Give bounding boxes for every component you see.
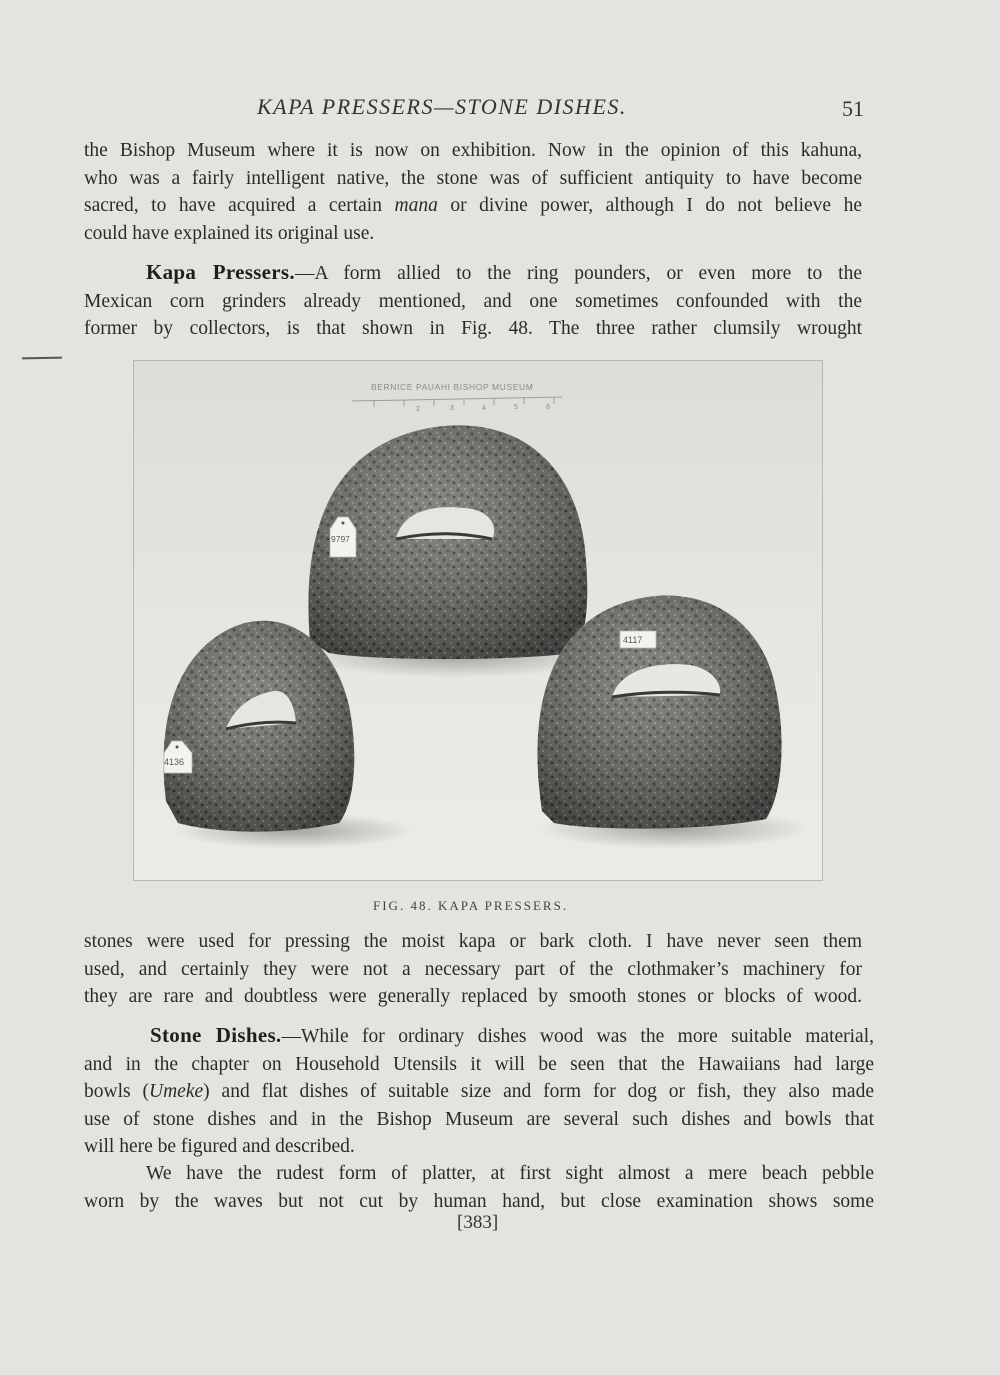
ruler-tick: 2 bbox=[416, 406, 420, 413]
text-line: use of stone dishes and in the Bishop Museum are several such dishes and bowls that bbox=[84, 1108, 874, 1130]
text-line: bowls (Umeke) and flat dishes of suitable size and form for dog or fish, they also made bbox=[84, 1081, 874, 1102]
text-line: former by collectors, is that shown in Fig. 48. The three rather clumsily wrought bbox=[84, 318, 862, 339]
tag-number: 9797 bbox=[331, 534, 350, 544]
section-heading: Stone Dishes. bbox=[150, 1023, 282, 1047]
paragraph-continued bbox=[84, 137, 862, 247]
page-number: 51 bbox=[842, 96, 864, 121]
figure-photograph bbox=[133, 360, 823, 881]
margin-mark bbox=[22, 357, 62, 360]
text-line: stones were used for pressing the moist kapa or bark cloth. I have never seen them bbox=[84, 931, 862, 952]
text-line: who was a fairly intelligent native, the stone was of sufficient antiquity to have become bbox=[84, 167, 862, 189]
text-line: worn by the waves but not cut by human hand, but close examination shows some bbox=[84, 1190, 874, 1212]
catalog-tag bbox=[330, 517, 356, 557]
paragraph bbox=[84, 1160, 874, 1215]
ruler-tick: 3 bbox=[450, 405, 454, 412]
museum-ruler bbox=[352, 382, 562, 413]
text-line: will here be figured and described. bbox=[84, 1136, 355, 1157]
text-line: Stone Dishes.—While for ordinary dishes wood was the more suitable material, bbox=[150, 1023, 874, 1047]
paragraph bbox=[84, 928, 862, 1011]
text-line: We have the rudest form of platter, at first sight almost a mere beach pebble bbox=[146, 1163, 874, 1184]
text-line: Mexican corn grinders already mentioned, and one sometimes confounded with the bbox=[84, 290, 862, 312]
italic-term: mana bbox=[394, 195, 438, 216]
ruler-tick: 6 bbox=[546, 404, 550, 411]
running-head: KAPA PRESSERS—STONE DISHES. bbox=[257, 94, 627, 119]
section-stone-dishes bbox=[84, 1022, 874, 1161]
text-line: used, and certainly they were not a necessary part of the clothmaker’s machinery for bbox=[84, 958, 862, 980]
ruler-label: BERNICE PAUAHI BISHOP MUSEUM bbox=[371, 382, 534, 392]
printed-page-number: [383] bbox=[457, 1212, 499, 1233]
figure-caption: FIG. 48. KAPA PRESSERS. bbox=[373, 898, 569, 913]
catalog-tag bbox=[620, 631, 656, 648]
tag-number: 4136 bbox=[164, 757, 185, 767]
text-line: they are rare and doubtless were generally replaced by smooth stones or blocks of wood. bbox=[84, 986, 862, 1007]
section-kapa-pressers bbox=[84, 259, 862, 343]
text-line: could have explained its original use. bbox=[84, 222, 375, 244]
ruler-tick: 5 bbox=[514, 404, 518, 411]
text-line: the Bishop Museum where it is now on exhibition. Now in the opinion of this kahuna, bbox=[84, 140, 862, 161]
ruler-tick: 4 bbox=[482, 405, 486, 412]
tag-number: 4117 bbox=[623, 635, 643, 645]
text-line: sacred, to have acquired a certain mana or divine power, although I do not believe he bbox=[84, 195, 862, 216]
text-line: and in the chapter on Household Utensils it will be seen that the Hawaiians had large bbox=[84, 1053, 874, 1075]
section-heading: Kapa Pressers. bbox=[146, 260, 295, 284]
text-line: Kapa Pressers.—A form allied to the ring pounders, or even more to the bbox=[146, 260, 862, 284]
italic-term: Umeke bbox=[149, 1081, 204, 1102]
